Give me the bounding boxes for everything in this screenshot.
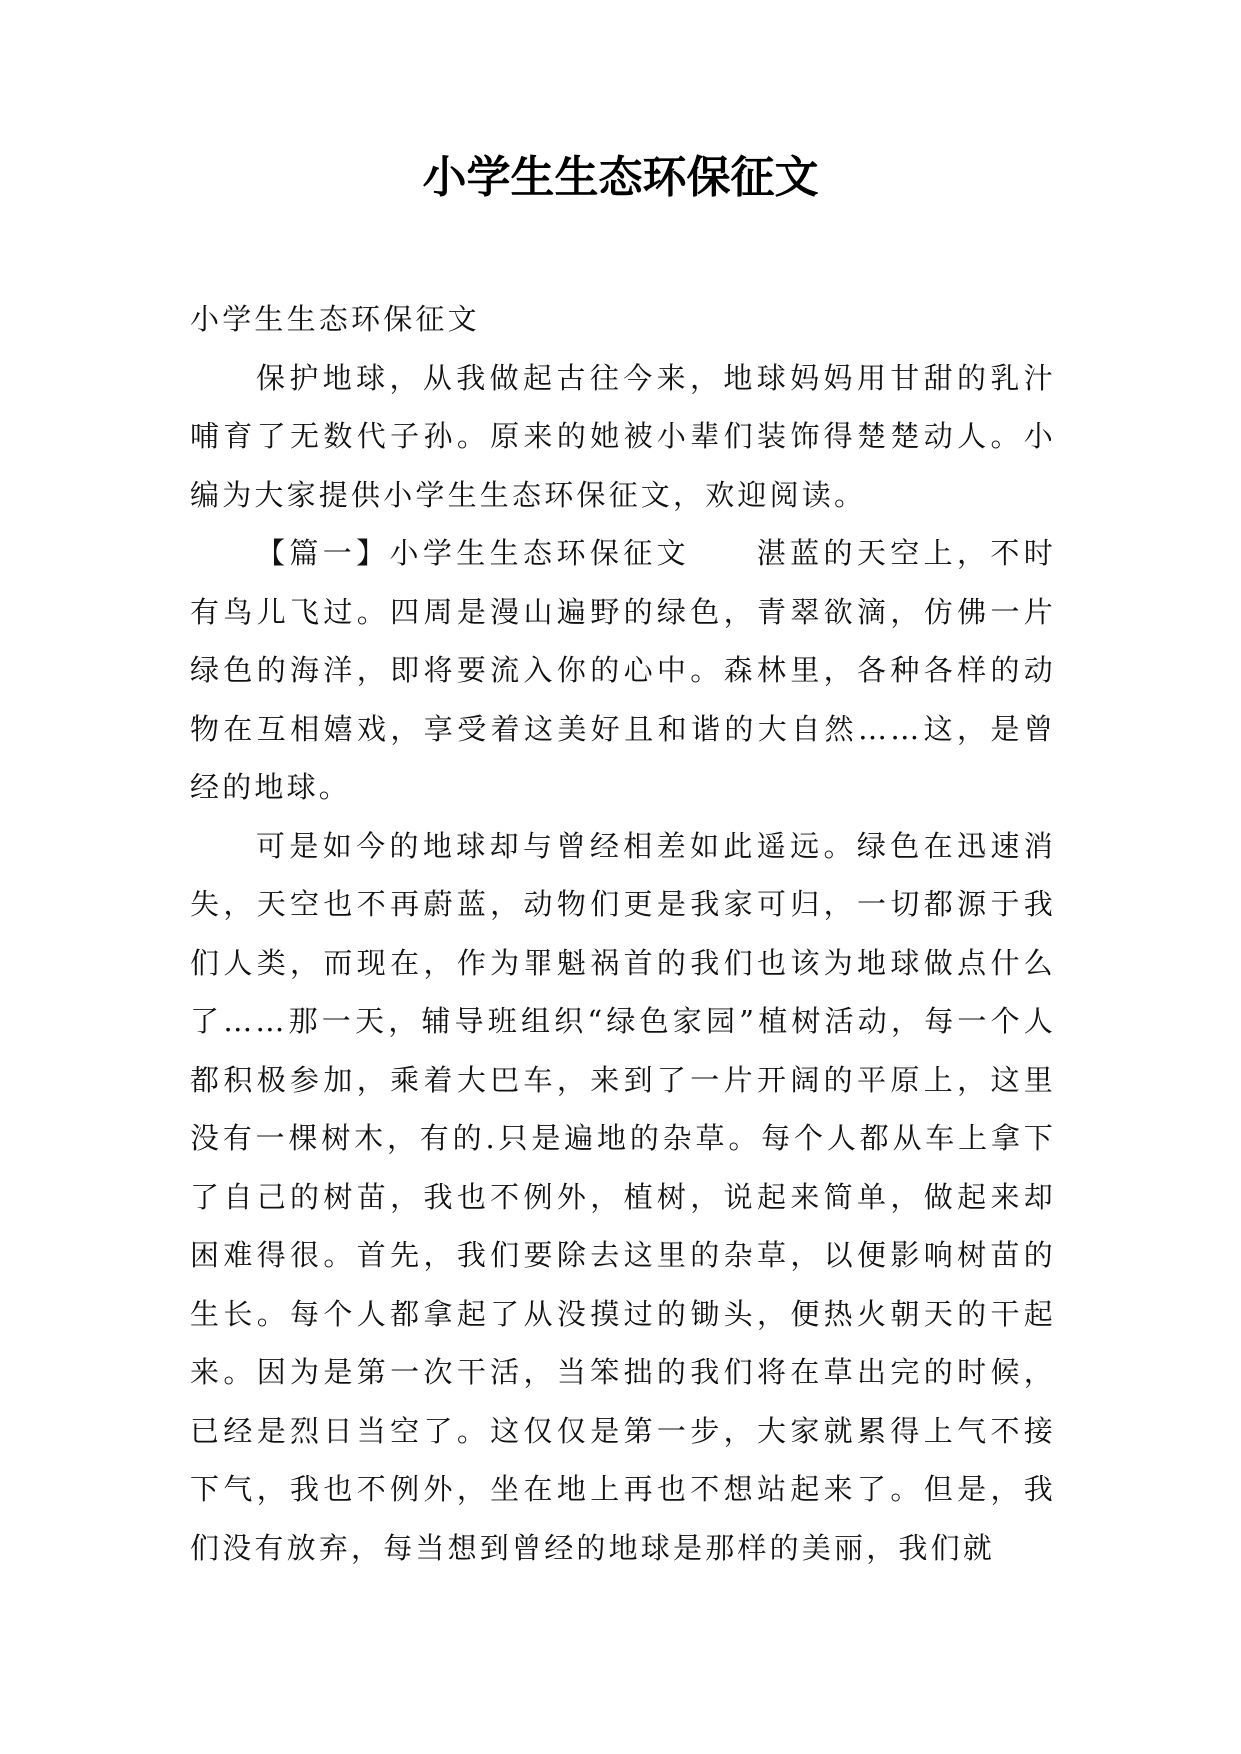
paragraph-tree-planting: 可是如今的地球却与曾经相差如此遥远。绿色在迅速消失，天空也不再蔚蓝，动物们更是我家可归，一切都源于我们人类，而现在，作为罪魁祸首的我们也该为地球做点什么了……那一天，辅导班组织“绿色家园”植树活动，每一个人都积极参加，乘着大巴车，来到了一片开阔的平原上，这里没有一棵树木，有的.只是遍地的杂草。每个人都从车上拿下了自己的树苗，我也不例外，植树，说起来简单，做起来却困难得很。首先，我们要除去这里的杂草，以便影响树苗的生长。每个人都拿起了从没摸过的锄头，便热火朝天的干起来。因为是第一次干活，当笨拙的我们将在草出完的时候，已经是烈日当空了。这仅仅是第一步，大家就累得上气不接下气，我也不例外，坐在地上再也不想站起来了。但是，我们没有放弃，每当想到曾经的地球是那样的美丽，我们就: [190, 828, 1056, 1565]
document-title: 小学生生态环保征文: [422, 152, 819, 203]
paragraph-part-one: 【篇一】小学生生态环保征文 湛蓝的天空上，不时有鸟儿飞过。四周是漫山遍野的绿色，青翠欲滴，仿佛一片绿色的海洋，即将要流入你的心中。森林里，各种各样的动物在互相嬉戏，享受着这美好且和谐的大自然……这，是曾经的地球。: [190, 536, 1056, 804]
paragraph-intro: 保护地球，从我做起古往今来，地球妈妈用甘甜的乳汁哺育了无数代子孙。原来的她被小辈们装饰得楚楚动人。小编为大家提供小学生生态环保征文，欢迎阅读。: [190, 360, 1056, 512]
document-subtitle: 小学生生态环保征文: [190, 302, 480, 336]
document-body: [190, 290, 1056, 1577]
